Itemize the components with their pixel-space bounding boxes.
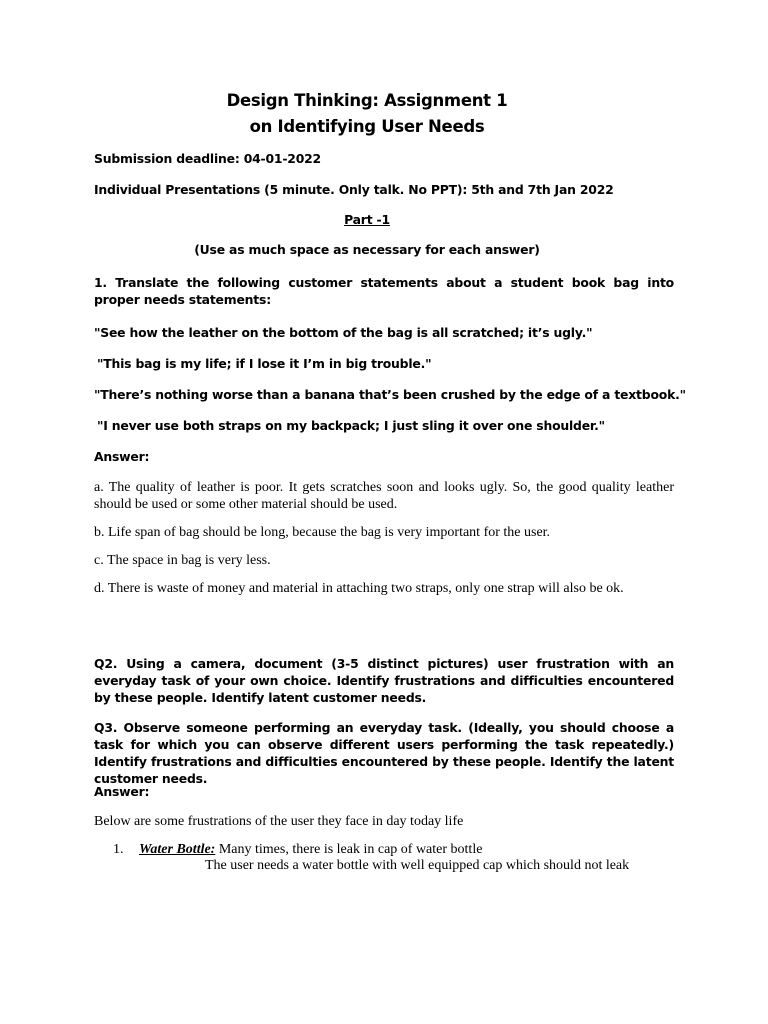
part-heading: Part -1 — [344, 212, 390, 227]
question-3: Q3. Observe someone performing an everyday task. (Ideally, you should choose a task for which you can observe different users performing the task repeatedly.) Identify frustrations and difficulties encountered by these people. Identify the latent customer needs. — [94, 720, 674, 786]
question-2: Q2. Using a camera, document (3-5 distinct pictures) user frustration with an everyday task of your own choice. Identify frustrations and difficulties encountered by these people. Identify latent customer needs. — [94, 656, 674, 705]
list-item — [0, 841, 768, 858]
statement-2: "This bag is my life; if I lose it I’m in big trouble." — [97, 356, 432, 371]
space-note: (Use as much space as necessary for each answer) — [194, 242, 540, 257]
answer-d: d. There is waste of money and material in attaching two straps, only one strap will also be ok. — [94, 581, 624, 596]
answer-b: b. Life span of bag should be long, because the bag is very important for the user. — [94, 525, 551, 540]
list-item-need: The user needs a water bottle with well equipped cap which should not leak — [205, 858, 630, 873]
list-item-body — [139, 841, 482, 858]
title-line-1: Design Thinking: Assignment 1 — [226, 91, 508, 110]
answer-label-1: Answer: — [94, 449, 150, 464]
list-item-number: 1. — [113, 842, 124, 857]
submission-deadline: Submission deadline: 04-01-2022 — [94, 151, 321, 166]
statement-3: "There’s nothing worse than a banana that’s been crushed by the edge of a textbook." — [94, 387, 686, 402]
answer-a: a. The quality of leather is poor. It gets scratches soon and looks ugly. So, the good quality leather should be used or some other material should be used. — [94, 480, 674, 512]
question-1: 1. Translate the following customer statements about a student book bag into proper needs statements: — [94, 275, 674, 307]
list-item-label: Water Bottle: — [139, 842, 216, 857]
statement-1: "See how the leather on the bottom of the bag is all scratched; it’s ugly." — [94, 325, 593, 340]
title-line-2: on Identifying User Needs — [249, 117, 485, 136]
answer-label-2: Answer: — [94, 784, 150, 799]
presentations-info: Individual Presentations (5 minute. Only talk. No PPT): 5th and 7th Jan 2022 — [94, 182, 614, 197]
frustrations-intro: Below are some frustrations of the user they face in day today life — [94, 814, 464, 829]
statement-4: "I never use both straps on my backpack; I just sling it over one shoulder." — [97, 418, 605, 433]
answer-c: c. The space in bag is very less. — [94, 553, 271, 568]
list-item-text: Many times, there is leak in cap of water bottle — [215, 842, 483, 857]
